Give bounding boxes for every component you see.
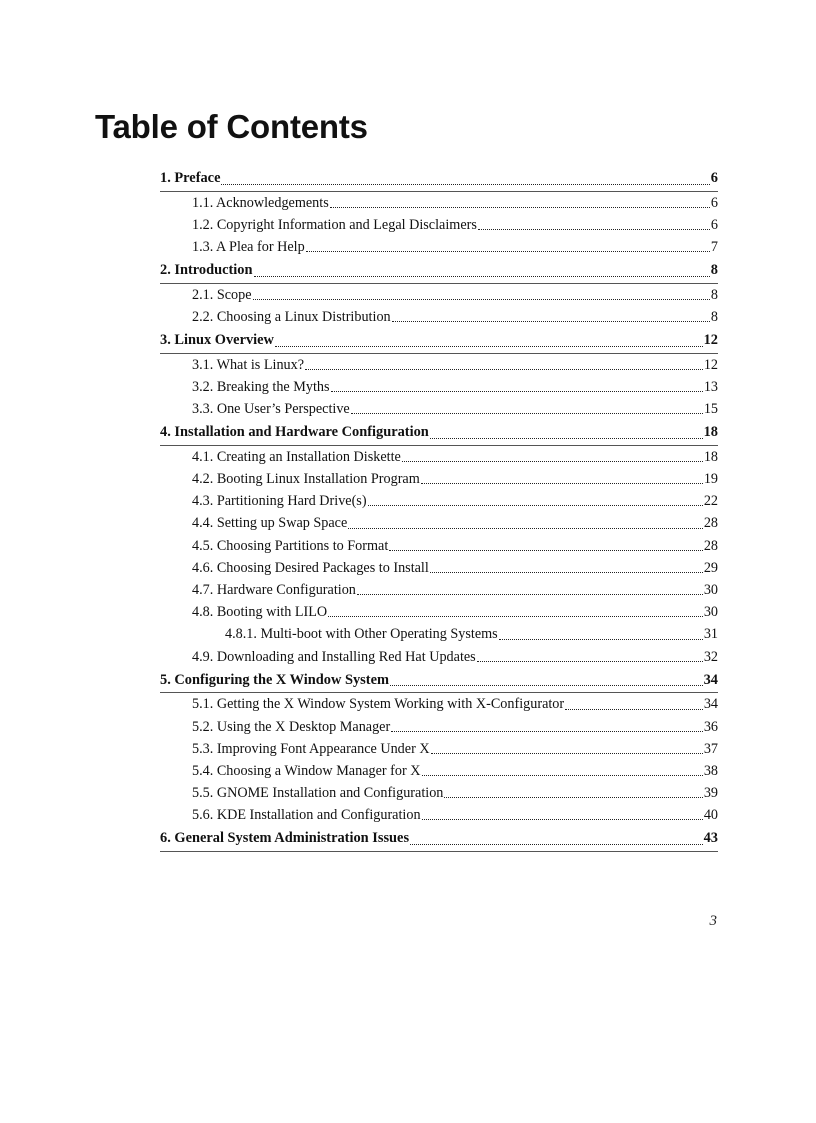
toc-dot-leader xyxy=(565,709,703,710)
toc-entry-page: 30 xyxy=(703,582,718,598)
toc-entry-page: 38 xyxy=(703,762,718,779)
toc-dot-leader xyxy=(392,321,710,322)
toc-dot-leader xyxy=(351,413,703,414)
toc-entry-title: 4.7. Hardware Configuration xyxy=(192,582,356,598)
toc-chapter-entry[interactable] xyxy=(160,328,718,354)
toc-entry-title: 5.5. GNOME Installation and Configuration xyxy=(192,785,444,802)
toc-entry-page: 36 xyxy=(703,718,718,735)
toc-subsection-entry[interactable] xyxy=(160,623,718,645)
toc-entry-title: 4.9. Downloading and Installing Red Hat Updates xyxy=(192,648,476,665)
toc-entry-page: 13 xyxy=(703,378,718,395)
toc-entry-title: 5.2. Using the X Desktop Manager xyxy=(192,718,391,735)
toc-dot-leader xyxy=(254,276,710,277)
toc-section-entry[interactable] xyxy=(160,693,718,715)
toc-section-entry[interactable] xyxy=(160,236,718,258)
toc-dot-leader xyxy=(477,661,703,662)
toc-section-entry[interactable] xyxy=(160,738,718,760)
toc-chapter-entry[interactable] xyxy=(160,668,718,694)
toc-dot-leader xyxy=(330,207,710,208)
toc-dot-leader xyxy=(402,461,703,462)
toc-section-entry[interactable] xyxy=(160,214,718,236)
toc-section-entry[interactable] xyxy=(160,760,718,782)
toc-dot-leader xyxy=(430,438,703,439)
toc-entry-title: 4.8. Booting with LILO xyxy=(192,604,328,621)
toc-entry-page: 18 xyxy=(703,424,718,441)
toc-entry-title: 1.2. Copyright Information and Legal Disclaimers xyxy=(192,216,477,233)
toc-section-entry[interactable] xyxy=(160,192,718,214)
toc-dot-leader xyxy=(478,229,710,230)
toc-dot-leader xyxy=(422,819,703,820)
toc-section-entry[interactable] xyxy=(160,646,718,668)
toc-entry-title: 4.6. Choosing Desired Packages to Install xyxy=(192,559,429,576)
toc-entry-title: 5.6. KDE Installation and Configuration xyxy=(192,807,421,824)
toc-entry-title: 4.1. Creating an Installation Diskette xyxy=(192,448,401,465)
toc-entry-title: 4.5. Choosing Partitions to Format xyxy=(192,537,389,554)
toc-entry-page: 28 xyxy=(703,515,718,532)
toc-entry-title: 3. Linux Overview xyxy=(160,332,274,349)
toc-section-entry[interactable] xyxy=(160,512,718,534)
toc-dot-leader xyxy=(328,616,703,617)
toc-section-entry[interactable] xyxy=(160,782,718,804)
toc-entry-page: 12 xyxy=(703,332,718,349)
toc-entry-page: 8 xyxy=(710,308,718,325)
toc-dot-leader xyxy=(331,391,703,392)
toc-dot-leader xyxy=(306,251,710,252)
page-number: 3 xyxy=(709,913,717,929)
toc-entry-title: 2. Introduction xyxy=(160,262,253,279)
toc-entry-page: 6 xyxy=(710,216,718,233)
toc-entry-title: 4.2. Booting Linux Installation Program xyxy=(192,471,420,488)
toc-section-entry[interactable] xyxy=(160,446,718,468)
toc-dot-leader xyxy=(444,797,702,798)
toc-entry-page: 34 xyxy=(703,671,718,688)
toc-entry-page: 22 xyxy=(703,493,718,510)
toc-dot-leader xyxy=(305,369,703,370)
toc-dot-leader xyxy=(422,775,703,776)
toc-dot-leader xyxy=(253,299,710,300)
toc-dot-leader xyxy=(221,184,709,185)
toc-entry-title: 5.1. Getting the X Window System Working with X-Configurator xyxy=(192,696,565,713)
toc-list xyxy=(160,166,718,852)
toc-entry-title: 4.3. Partitioning Hard Drive(s) xyxy=(192,493,367,510)
toc-entry-title: 1.3. A Plea for Help xyxy=(192,238,305,255)
toc-dot-leader xyxy=(431,753,703,754)
toc-entry-page: 30 xyxy=(703,604,718,621)
toc-dot-leader xyxy=(275,346,703,347)
toc-section-entry[interactable] xyxy=(160,557,718,579)
toc-entry-page: 6 xyxy=(710,170,718,186)
toc-dot-leader xyxy=(348,528,703,529)
toc-entry-title: 5.3. Improving Font Appearance Under X xyxy=(192,740,430,757)
toc-dot-leader xyxy=(421,483,703,484)
toc-section-entry[interactable] xyxy=(160,804,718,826)
toc-section-entry[interactable] xyxy=(160,579,718,601)
toc-entry-page: 39 xyxy=(703,785,718,802)
toc-entry-title: 3.2. Breaking the Myths xyxy=(192,378,330,395)
toc-entry-title: 4. Installation and Hardware Configuration xyxy=(160,424,429,441)
toc-dot-leader xyxy=(389,550,703,551)
toc-section-entry[interactable] xyxy=(160,376,718,398)
toc-section-entry[interactable] xyxy=(160,490,718,512)
toc-entry-page: 12 xyxy=(703,356,718,373)
toc-entry-page: 15 xyxy=(703,401,718,418)
toc-entry-page: 34 xyxy=(703,696,718,713)
toc-entry-title: 5. Configuring the X Window System xyxy=(160,671,389,688)
toc-section-entry[interactable] xyxy=(160,354,718,376)
toc-dot-leader xyxy=(390,685,703,686)
toc-section-entry[interactable] xyxy=(160,601,718,623)
toc-entry-page: 29 xyxy=(703,559,718,576)
page-title: Table of Contents xyxy=(95,108,368,145)
toc-entry-page: 7 xyxy=(710,238,718,255)
toc-section-entry[interactable] xyxy=(160,535,718,557)
toc-entry-title: 4.4. Setting up Swap Space xyxy=(192,515,348,532)
toc-chapter-entry[interactable] xyxy=(160,826,718,852)
toc-dot-leader xyxy=(410,844,703,845)
toc-entry-page: 8 xyxy=(710,286,718,303)
toc-dot-leader xyxy=(368,505,703,506)
toc-entry-title: 3.1. What is Linux? xyxy=(192,356,305,373)
toc-entry-page: 32 xyxy=(703,648,718,665)
toc-entry-title: 6. General System Administration Issues xyxy=(160,830,410,847)
toc-entry-page: 40 xyxy=(703,807,718,824)
toc-section-entry[interactable] xyxy=(160,468,718,490)
toc-section-entry[interactable] xyxy=(160,306,718,328)
toc-entry-page: 6 xyxy=(710,194,718,211)
toc-chapter-entry[interactable] xyxy=(160,420,718,446)
toc-entry-page: 28 xyxy=(703,537,718,554)
toc-entry-page: 19 xyxy=(703,471,718,488)
toc-entry-title: 5.4. Choosing a Window Manager for X xyxy=(192,762,421,779)
toc-entry-page: 8 xyxy=(710,262,718,279)
toc-dot-leader xyxy=(357,594,703,595)
toc-entry-title: 4.8.1. Multi-boot with Other Operating Systems xyxy=(225,626,498,643)
toc-entry-title: 2.1. Scope xyxy=(192,286,252,303)
toc-entry-title: 1. Preface xyxy=(160,170,221,186)
toc-dot-leader xyxy=(499,639,703,640)
toc-section-entry[interactable] xyxy=(160,716,718,738)
toc-entry-page: 18 xyxy=(703,448,718,465)
toc-entry-title: 3.3. One User’s Perspective xyxy=(192,401,350,418)
toc-dot-leader xyxy=(391,731,703,732)
toc-chapter-entry[interactable] xyxy=(160,258,718,284)
toc-entry-page: 31 xyxy=(703,626,718,643)
toc-chapter-entry[interactable] xyxy=(160,166,718,192)
toc-section-entry[interactable] xyxy=(160,284,718,306)
toc-entry-page: 37 xyxy=(703,740,718,757)
toc-entry-title: 2.2. Choosing a Linux Distribution xyxy=(192,308,391,325)
toc-dot-leader xyxy=(430,572,703,573)
toc-entry-page: 43 xyxy=(703,830,718,847)
toc-entry-title: 1.1. Acknowledgements xyxy=(192,194,329,211)
toc-section-entry[interactable] xyxy=(160,398,718,420)
